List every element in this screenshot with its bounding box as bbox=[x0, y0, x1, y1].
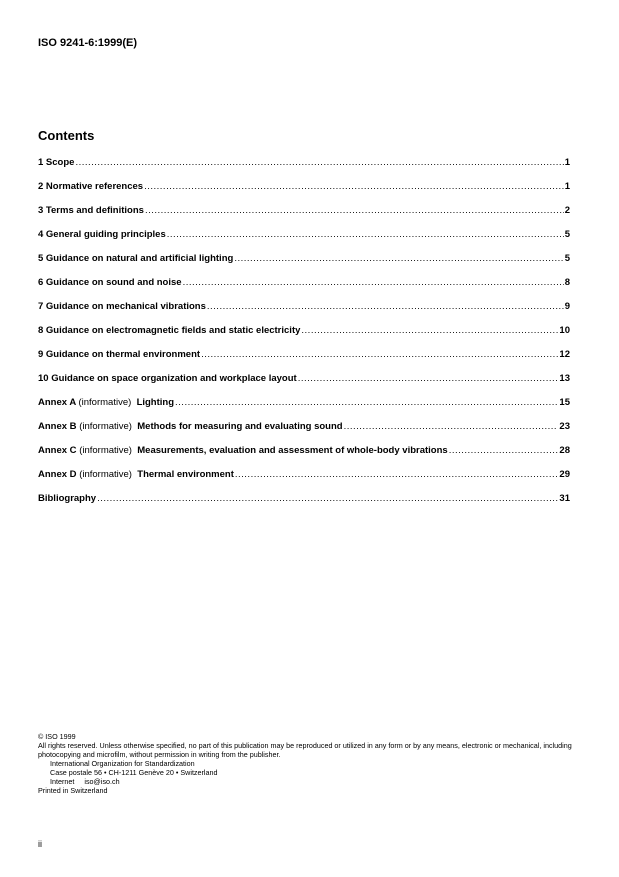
toc-entry-sound-noise[interactable] bbox=[38, 277, 570, 301]
annex-title: Thermal environment bbox=[137, 469, 234, 480]
toc-entry-page: 12 bbox=[559, 349, 570, 360]
annex-title: Measurements, evaluation and assessment of whole-body vibrations bbox=[137, 445, 448, 456]
organization-name: International Organization for Standardization bbox=[50, 759, 195, 768]
toc-leader-dots bbox=[301, 325, 558, 336]
toc-entry-label: 7 Guidance on mechanical vibrations bbox=[38, 301, 206, 312]
annex-type: (informative) bbox=[79, 469, 132, 480]
toc-entry-electromagnetic-fields[interactable] bbox=[38, 325, 570, 349]
toc-leader-dots bbox=[175, 397, 558, 408]
toc-entry-label: 1 Scope bbox=[38, 157, 75, 168]
toc-leader-dots bbox=[144, 181, 564, 192]
toc-entry-label: 2 Normative references bbox=[38, 181, 144, 192]
toc-entry-label: 3 Terms and definitions bbox=[38, 205, 144, 216]
annex-id: Annex D bbox=[38, 469, 77, 480]
toc-leader-dots bbox=[167, 229, 564, 240]
toc-leader-dots bbox=[344, 421, 559, 432]
toc-entry-page: 29 bbox=[559, 469, 570, 480]
toc-entry-page: 28 bbox=[559, 445, 570, 456]
toc-leader-dots bbox=[201, 349, 558, 360]
toc-leader-dots bbox=[298, 373, 559, 384]
toc-entry-bibliography[interactable] bbox=[38, 493, 570, 517]
toc-leader-dots bbox=[449, 445, 559, 456]
toc-entry-annex-d[interactable] bbox=[38, 469, 570, 493]
toc-entry-page: 10 bbox=[559, 325, 570, 336]
toc-entry-label: 5 Guidance on natural and artificial lighting bbox=[38, 253, 234, 264]
contents-title: Contents bbox=[38, 128, 95, 143]
toc-leader-dots bbox=[145, 205, 564, 216]
organization-internet: Internet iso@iso.ch bbox=[50, 777, 120, 786]
annex-type: (informative) bbox=[79, 445, 132, 456]
organization-address: Case postale 56 • CH-1211 Genève 20 • Switzerland bbox=[50, 768, 218, 777]
toc-leader-dots bbox=[235, 469, 559, 480]
toc-entry-page: 1 bbox=[564, 157, 570, 168]
printed-in: Printed in Switzerland bbox=[38, 786, 108, 795]
annex-id: Annex A bbox=[38, 397, 76, 408]
toc-leader-dots bbox=[183, 277, 564, 288]
toc-entry-label bbox=[38, 445, 448, 456]
toc-entry-terms-definitions[interactable] bbox=[38, 205, 570, 229]
toc-entry-mechanical-vibrations[interactable] bbox=[38, 301, 570, 325]
toc-entry-page: 15 bbox=[559, 397, 570, 408]
rights-statement: All rights reserved. Unless otherwise specified, no part of this publication may be reproduced or utilized in any form or by any means, electronic or mechanical, including photocopying and microfilm, without permission in writing from the publisher. bbox=[38, 741, 572, 759]
annex-id: Annex B bbox=[38, 421, 77, 432]
toc-entry-label bbox=[38, 469, 234, 480]
annex-type: (informative) bbox=[78, 397, 132, 408]
toc-entry-page: 5 bbox=[564, 229, 570, 240]
toc-entry-page: 8 bbox=[564, 277, 570, 288]
page-number: ii bbox=[38, 839, 42, 849]
copyright-line: © ISO 1999 bbox=[38, 732, 76, 741]
toc-entry-scope[interactable] bbox=[38, 157, 570, 181]
toc-entry-page: 23 bbox=[559, 421, 570, 432]
copyright-footer bbox=[38, 732, 578, 795]
toc-entry-page: 1 bbox=[564, 181, 570, 192]
toc-entry-label: 9 Guidance on thermal environment bbox=[38, 349, 201, 360]
toc-entry-space-organization[interactable] bbox=[38, 373, 570, 397]
annex-type: (informative) bbox=[79, 421, 132, 432]
toc-entry-label bbox=[38, 421, 343, 432]
document-id-header: ISO 9241-6:1999(E) bbox=[38, 37, 138, 49]
toc-entry-label: 4 General guiding principles bbox=[38, 229, 166, 240]
table-of-contents bbox=[38, 157, 570, 517]
toc-entry-annex-a[interactable] bbox=[38, 397, 570, 421]
toc-entry-label: 10 Guidance on space organization and workplace layout bbox=[38, 373, 297, 384]
toc-entry-page: 31 bbox=[559, 493, 570, 504]
toc-entry-thermal-environment[interactable] bbox=[38, 349, 570, 373]
toc-entry-page: 9 bbox=[564, 301, 570, 312]
toc-entry-annex-c[interactable] bbox=[38, 445, 570, 469]
toc-entry-normative-references[interactable] bbox=[38, 181, 570, 205]
toc-entry-label: 6 Guidance on sound and noise bbox=[38, 277, 182, 288]
toc-entry-general-principles[interactable] bbox=[38, 229, 570, 253]
toc-entry-page: 5 bbox=[564, 253, 570, 264]
annex-title: Lighting bbox=[136, 397, 175, 408]
toc-entry-label: 8 Guidance on electromagnetic fields and static electricity bbox=[38, 325, 301, 336]
toc-leader-dots bbox=[207, 301, 564, 312]
toc-entry-label: Bibliography bbox=[38, 493, 97, 504]
toc-leader-dots bbox=[234, 253, 563, 264]
toc-leader-dots bbox=[97, 493, 558, 504]
toc-entry-page: 2 bbox=[564, 205, 570, 216]
annex-id: Annex C bbox=[38, 445, 77, 456]
toc-entry-label bbox=[38, 397, 174, 408]
toc-entry-annex-b[interactable] bbox=[38, 421, 570, 445]
toc-leader-dots bbox=[75, 157, 563, 168]
toc-entry-page: 13 bbox=[559, 373, 570, 384]
annex-title: Methods for measuring and evaluating sound bbox=[137, 421, 343, 432]
toc-entry-lighting[interactable] bbox=[38, 253, 570, 277]
